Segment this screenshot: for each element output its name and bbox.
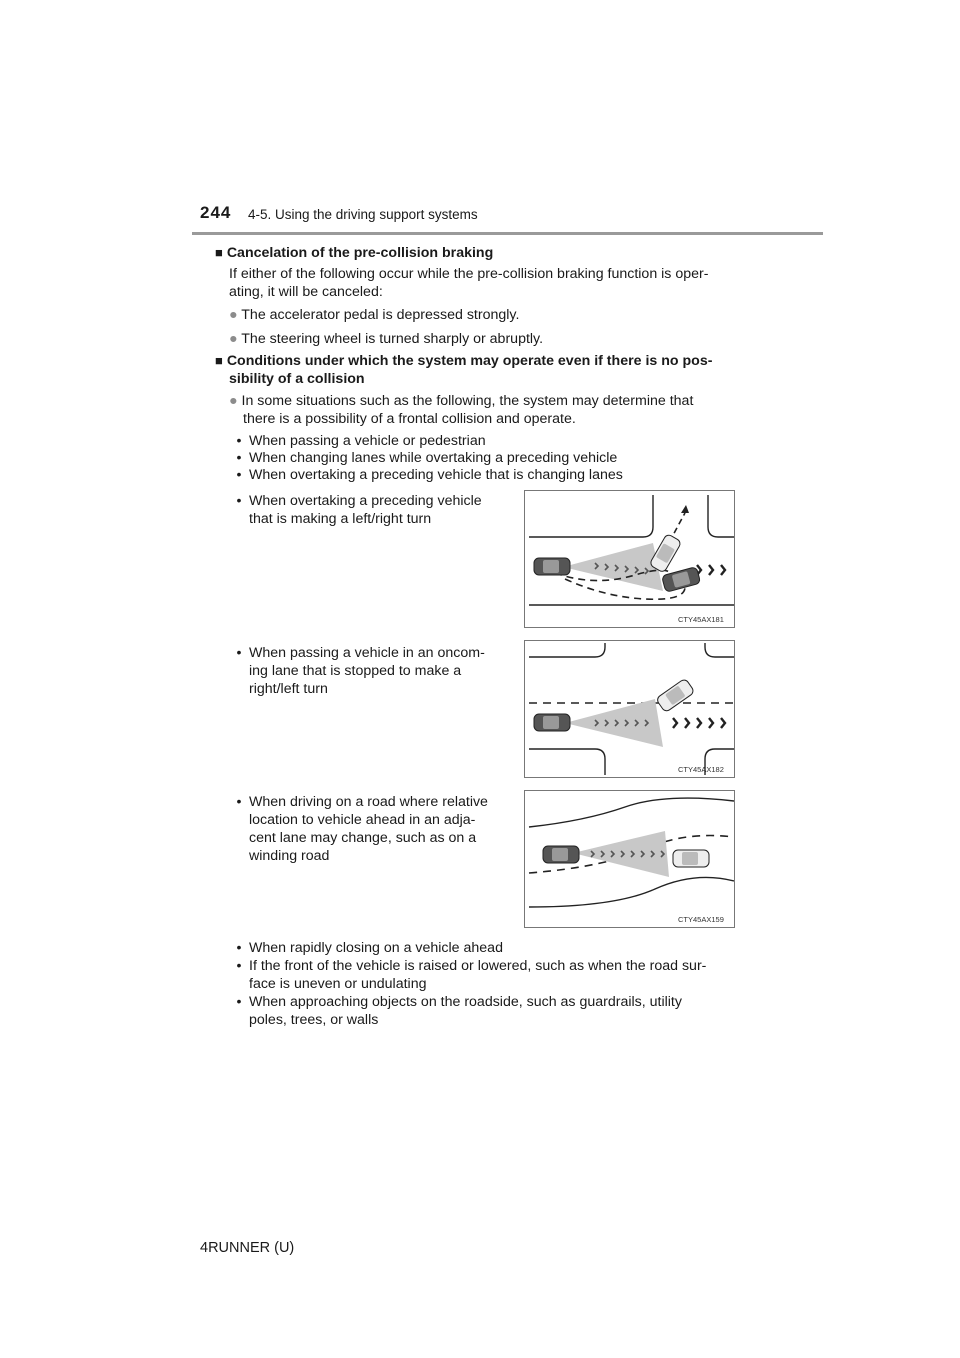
list-item [229, 993, 682, 1029]
figure-code: CTY45AX159 [678, 915, 724, 924]
cancel-item-2-text: The steering wheel is turned sharply or abruptly. [241, 331, 544, 347]
list-item [229, 449, 617, 467]
figure-winding-road [524, 790, 735, 928]
list-item [229, 466, 623, 484]
chapter-title: 4-5. Using the driving support systems [248, 207, 478, 222]
cancel-item-1-text: The accelerator pedal is depressed strongly. [241, 307, 520, 323]
conditions-bullet-line1: In some situations such as the following, the system may determine that [241, 393, 694, 409]
square-bullet-icon: ■ [215, 353, 223, 368]
fig-item-2-text [229, 644, 485, 698]
footer-model: 4RUNNER (U) [200, 1240, 295, 1256]
conditions-bullet [229, 392, 693, 410]
figure-overtake-turning [524, 490, 735, 628]
page-number: 244 [200, 203, 232, 222]
fig-item-1-text [229, 492, 482, 528]
fig-item-2-line3: right/left turn [249, 681, 328, 697]
list-item-text: When approaching objects on the roadside, such as guardrails, utility [249, 994, 682, 1010]
list-item-text: When rapidly closing on a vehicle ahead [249, 940, 503, 956]
dash-bullet-icon: • [236, 467, 242, 483]
dash-bullet-icon: • [236, 433, 242, 449]
list-item-text: When overtaking a preceding vehicle that is changing lanes [249, 467, 623, 483]
square-bullet-icon: ■ [215, 245, 223, 260]
header-rule [192, 232, 823, 235]
fig-item-3-line3: cent lane may change, such as on a [249, 830, 477, 846]
dash-bullet-icon: • [236, 450, 242, 466]
list-item [229, 957, 706, 993]
fig-item-3-line4: winding road [249, 848, 330, 864]
fig-item-1-line1: When overtaking a preceding vehicle [249, 493, 482, 509]
cancel-title: Cancelation of the pre-collision braking [226, 245, 494, 261]
cancel-item-1 [229, 306, 519, 324]
round-bullet-icon: ● [229, 393, 238, 409]
list-item-text: If the front of the vehicle is raised or lowered, such as when the road sur- [249, 958, 707, 974]
dash-bullet-icon: • [236, 645, 242, 661]
cancel-intro-line1: If either of the following occur while the pre-collision braking function is oper- [229, 266, 709, 282]
list-item-text: When changing lanes while overtaking a preceding vehicle [249, 450, 618, 466]
dash-bullet-icon: • [236, 794, 242, 810]
dash-bullet-icon: • [236, 493, 242, 509]
figure-code: CTY45AX181 [678, 615, 724, 624]
fig-item-3-text [229, 793, 488, 865]
conditions-bullet-line2: there is a possibility of a frontal collision and operate. [243, 411, 576, 427]
list-item-text: face is uneven or undulating [249, 976, 427, 992]
fig-item-2-line1: When passing a vehicle in an oncom- [249, 645, 485, 661]
cancel-intro-line2: ating, it will be canceled: [229, 284, 383, 300]
fig-item-3-line2: location to vehicle ahead in an adja- [249, 812, 476, 828]
round-bullet-icon: ● [229, 331, 238, 347]
fig-item-3-line1: When driving on a road where relative [249, 794, 488, 810]
list-item [229, 939, 503, 957]
cancel-item-2 [229, 330, 543, 348]
dash-bullet-icon: • [236, 994, 242, 1010]
conditions-heading [215, 352, 712, 370]
list-item-text: poles, trees, or walls [249, 1012, 379, 1028]
cancel-heading [215, 244, 493, 262]
fig-item-2-line2: ing lane that is stopped to make a [249, 663, 462, 679]
figure-oncoming-stopped [524, 640, 735, 778]
conditions-title-line1: Conditions under which the system may operate even if there is no pos- [226, 353, 713, 369]
round-bullet-icon: ● [229, 307, 238, 323]
dash-bullet-icon: • [236, 940, 242, 956]
list-item [229, 432, 486, 450]
list-item-text: When passing a vehicle or pedestrian [249, 433, 486, 449]
fig-item-1-line2: that is making a left/right turn [249, 511, 432, 527]
figure-code: CTY45AX182 [678, 765, 724, 774]
dash-bullet-icon: • [236, 958, 242, 974]
conditions-title-line2: sibility of a collision [229, 371, 365, 387]
